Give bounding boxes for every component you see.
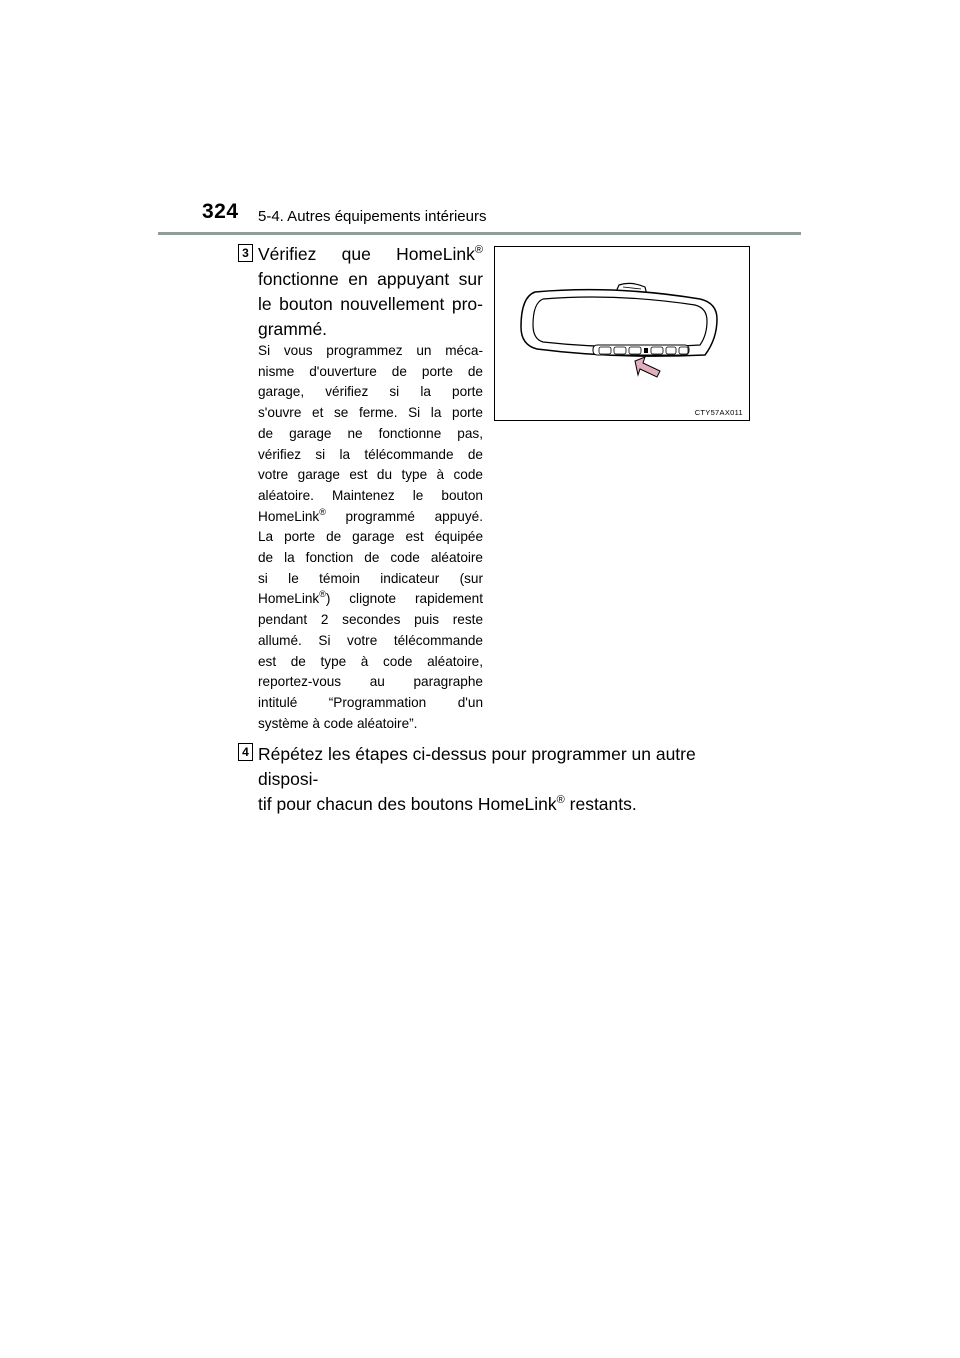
body-text: HomeLink bbox=[258, 591, 320, 607]
heading-line: grammé. bbox=[258, 319, 328, 339]
registered-mark: ® bbox=[319, 589, 326, 600]
homelink-button bbox=[599, 347, 611, 354]
body-text: programmé appuyé. bbox=[325, 508, 483, 524]
body-text: HomeLink bbox=[258, 508, 320, 524]
body-line: allumé. Si votre télécommande bbox=[258, 632, 483, 648]
mirror-glass bbox=[533, 297, 707, 347]
body-line: garage, vérifiez si la porte bbox=[258, 384, 483, 400]
body-line: reportez-vous au paragraphe bbox=[258, 674, 483, 690]
homelink-button bbox=[614, 347, 626, 354]
registered-mark: ® bbox=[474, 244, 483, 256]
body-line bbox=[258, 589, 483, 610]
body-line: La porte de garage est équipée bbox=[258, 529, 483, 545]
heading-line: fonctionne en appuyant sur bbox=[258, 269, 483, 289]
body-line: de garage ne fonctionne pas, bbox=[258, 425, 483, 441]
body-line: s'ouvre et se ferme. Si la porte bbox=[258, 405, 483, 421]
pointer-arrow-icon bbox=[635, 357, 660, 377]
body-line: est de type à code aléatoire, bbox=[258, 653, 483, 669]
homelink-button bbox=[651, 347, 663, 354]
step-3-body bbox=[258, 341, 483, 734]
step-4-number-box: 4 bbox=[238, 743, 253, 761]
section-title: 5-4. Autres équipements intérieurs bbox=[258, 208, 487, 225]
step-4-text-part: restants. bbox=[564, 794, 637, 814]
body-line bbox=[258, 507, 483, 528]
heading-line: le bouton nouvellement pro- bbox=[258, 294, 483, 314]
heading-text: Vérifiez que HomeLink bbox=[258, 244, 475, 264]
step-4-text bbox=[258, 742, 758, 817]
indicator-light bbox=[644, 348, 648, 353]
body-text: ) clignote rapidement bbox=[325, 591, 483, 607]
body-line: de la fonction de code aléatoire bbox=[258, 550, 483, 566]
rearview-mirror-illustration bbox=[494, 246, 750, 421]
mirror-drawing bbox=[495, 247, 751, 422]
body-line: intitulé “Programmation d'un bbox=[258, 694, 483, 710]
page-number: 324 bbox=[202, 200, 239, 223]
step-4-text-part: tif pour chacun des boutons HomeLink bbox=[258, 794, 557, 814]
figure-code: CTY57AX011 bbox=[694, 408, 743, 417]
body-line: aléatoire. Maintenez le bouton bbox=[258, 487, 483, 503]
header-rule bbox=[158, 232, 801, 235]
body-line: vérifiez si la télécommande de bbox=[258, 446, 483, 462]
body-line: système à code aléatoire”. bbox=[258, 715, 418, 731]
step-3-number-box: 3 bbox=[238, 244, 253, 262]
step-3-heading bbox=[258, 242, 483, 342]
body-line: Si vous programmez un méca- bbox=[258, 343, 483, 358]
registered-mark: ® bbox=[319, 506, 326, 517]
registered-mark: ® bbox=[556, 794, 565, 806]
body-line: si le témoin indicateur (sur bbox=[258, 570, 483, 586]
body-line: nisme d'ouverture de porte de bbox=[258, 363, 483, 379]
mirror-button bbox=[666, 347, 676, 354]
body-line: pendant 2 secondes puis reste bbox=[258, 612, 483, 628]
homelink-button bbox=[629, 347, 641, 354]
body-line: votre garage est du type à code bbox=[258, 467, 483, 483]
mirror-button bbox=[679, 347, 688, 354]
step-4-line: Répétez les étapes ci-dessus pour programmer un autre disposi- bbox=[258, 744, 696, 789]
step-4-line bbox=[258, 792, 758, 817]
